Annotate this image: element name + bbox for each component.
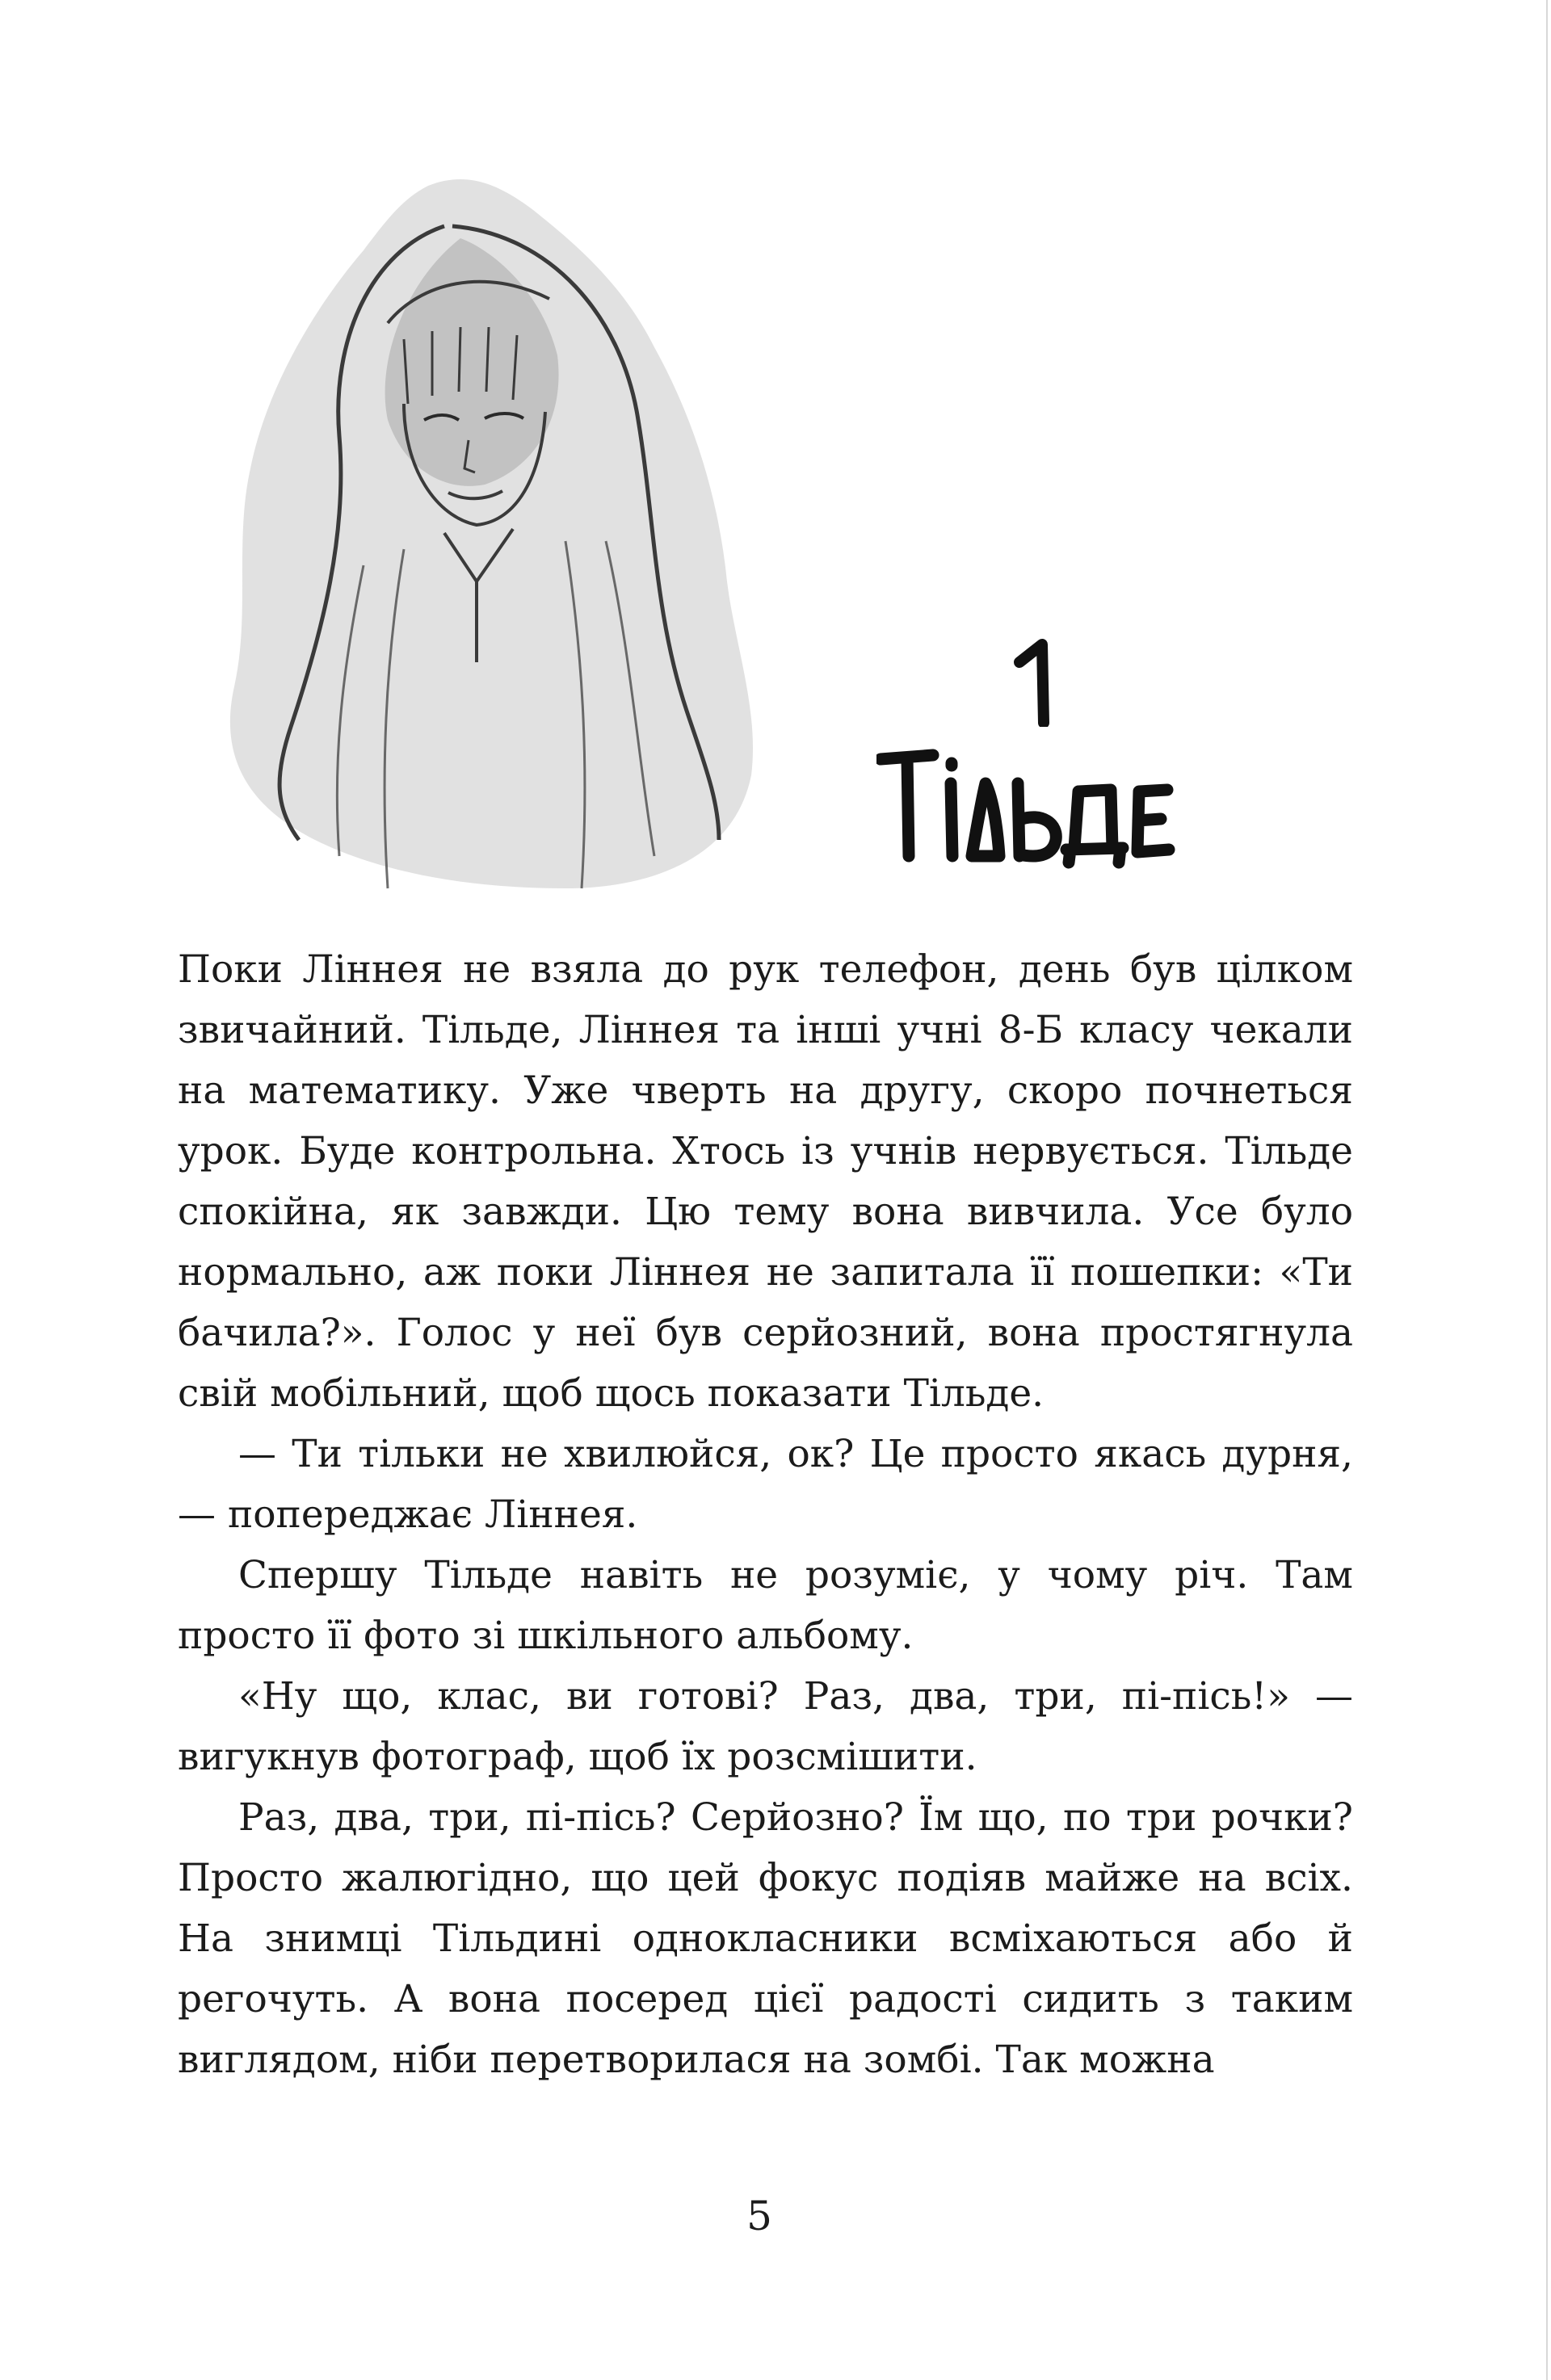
page-edge-divider [1546, 0, 1548, 2380]
paragraph-2: — Ти тільки не хвилюйся, ок? Це просто якась дурня, — попереджає Ліннея. [178, 1432, 1353, 1537]
paragraph-4: «Ну що, клас, ви готові? Раз, два, три, пі-пісь!» — вигукнув фотограф, щоб їх розсмішити. [178, 1674, 1353, 1779]
paragraph-5: Раз, два, три, пі-пісь? Серйозно? Їм що, по три рочки? Просто жалюгідно, що цей фокус подіяв майже на всіх. На знимці Тільдині однокласники всміхаються або й регочуть. А вона посеред цієї радості сидить з таким виглядом, ніби перетворилася на зомбі. Так можна [178, 1795, 1353, 2082]
chapter-title-lettering [876, 719, 1183, 872]
paragraph-3: Спершу Тільде навіть не розуміє, у чому річ. Там просто її фото зі шкільного альбому. [178, 1553, 1353, 1658]
chapter-body-text [178, 939, 1353, 2090]
paragraph-1: Поки Ліннея не взяла до рук телефон, день був цілком звичайний. Тільде, Ліннея та інші учні 8-Б класу чекали на математику. Уже чверть на другу, скоро почнеться урок. Буде контрольна. Хтось із учнів нервується. Тільде спокійна, як завжди. Цю тему вона вивчила. Усе було нормально, аж поки Ліннея не запитала її пошепки: «Ти бачила?». Голос у неї був серйозний, вона простягнула свій мобільний, щоб щось показати Тільде. [178, 947, 1353, 1416]
page-number: 5 [746, 2193, 772, 2239]
chapter-number-glyph [1010, 638, 1058, 727]
portrait-of-girl-with-long-hair-icon [202, 162, 792, 937]
